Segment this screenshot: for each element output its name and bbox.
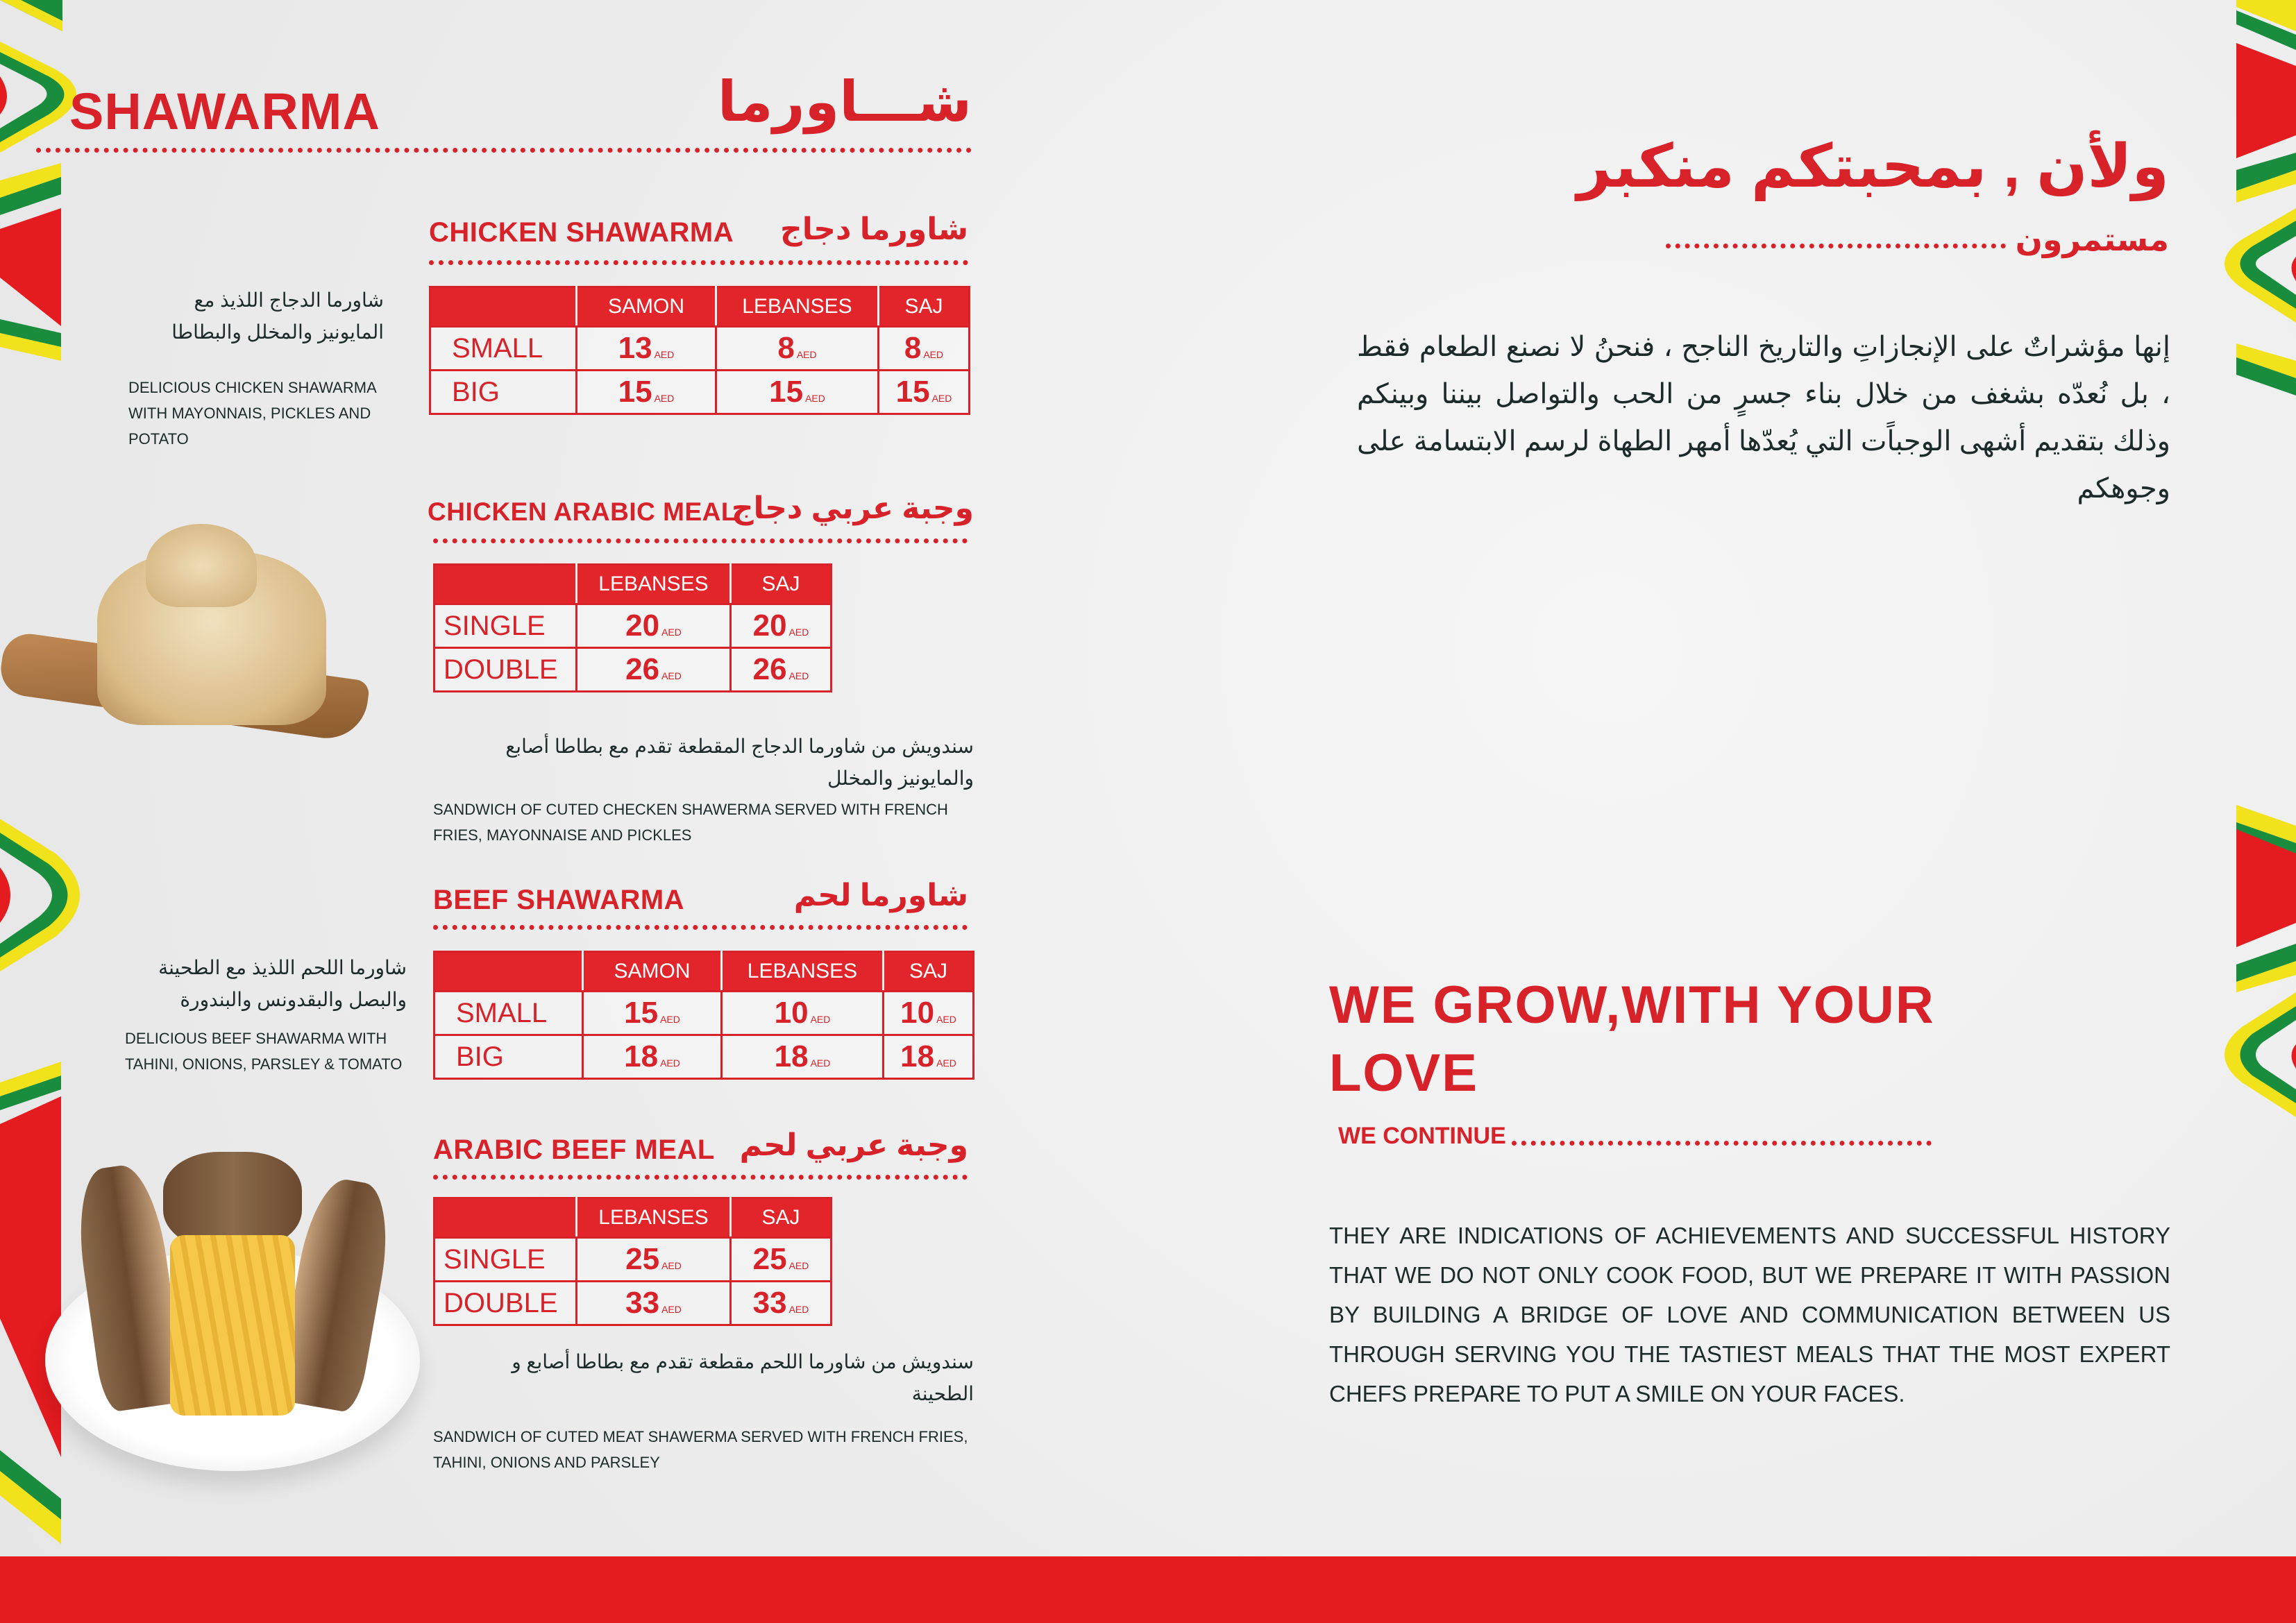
- table-header: LEBANSES: [577, 565, 731, 604]
- right-subtitle-ar: مستمرون: [2015, 221, 2169, 257]
- price-table-arabic-beef-meal: [433, 1197, 832, 1326]
- page-title-ar: شـــاورما: [717, 71, 972, 133]
- currency: AED: [788, 670, 809, 681]
- currency: AED: [661, 1304, 682, 1315]
- currency: AED: [931, 393, 952, 404]
- table-header-empty: [430, 287, 577, 327]
- description-en: SANDWICH OF CUTED MEAT SHAWERMA SERVED WITH FRENCH FRIES, TAHINI, ONIONS AND PARSLEY: [433, 1428, 968, 1471]
- table-header-empty: [434, 1198, 577, 1238]
- currency: AED: [654, 393, 675, 404]
- description-ar: سندويش من شاورما اللحم مقطعة تقدم مع بطاطا أصابع و الطحينة: [512, 1351, 974, 1404]
- price: 20: [625, 609, 660, 643]
- table-row: [430, 371, 970, 414]
- currency: AED: [660, 1014, 680, 1025]
- currency: AED: [936, 1014, 956, 1025]
- row-label: SMALL: [430, 327, 577, 371]
- table-row: [434, 648, 832, 692]
- currency: AED: [923, 349, 944, 360]
- price: 15: [769, 375, 804, 409]
- title-divider: [36, 148, 972, 153]
- table-header: SAMON: [583, 952, 722, 992]
- currency: AED: [810, 1057, 831, 1069]
- section-title-en: ARABIC BEEF MEAL: [433, 1135, 715, 1165]
- section-title-ar: وجبة عربي دجاج: [731, 491, 974, 525]
- right-paragraph-en: THEY ARE INDICATIONS OF ACHIEVEMENTS AND SUCCESSFUL HISTORY THAT WE DO NOT ONLY COOK FOOD, BUT WE PREPARE IT WITH PASSION BY BUILDING A BRIDGE OF LOVE AND COMMUNICATION BETWEEN US THROUGH SERVING YOU THE TASTIEST MEALS THAT THE MOST EXPERT CHEFS PREPARE TO PUT A SMILE ON YOUR FACES.: [1329, 1223, 2170, 1407]
- page-title-en: SHAWARMA: [69, 83, 380, 140]
- section-divider: [433, 1175, 968, 1180]
- chicken-shawarma-image: [0, 524, 389, 760]
- table-row: [434, 604, 832, 648]
- table-header: LEBANSES: [722, 952, 884, 992]
- price: 10: [774, 996, 809, 1030]
- section-title-ar: شاورما لحم: [793, 878, 968, 912]
- section-divider: [433, 538, 968, 543]
- right-paragraph-ar: إنها مؤشراتٌ على الإنجازاتِ والتاريخ الناجح ، فنحنُ لا نصنع الطعام فقط ، بل نُعدّه بشغف من خلال بناء جسرٍ من الحب والتواصل بيننا وبينكم وذلك بتقديم أشهى الوجباًت التي يُعدّها أمهر الطهاة لرسم الابتسامة على وجوهكم: [1357, 332, 2171, 504]
- price: 18: [774, 1039, 809, 1073]
- section-title-ar: شاورما دجاج: [780, 212, 968, 246]
- currency: AED: [788, 1260, 809, 1271]
- currency: AED: [810, 1014, 831, 1025]
- table-row: [434, 992, 974, 1035]
- currency: AED: [661, 670, 682, 681]
- row-label: BIG: [434, 1035, 583, 1079]
- currency: AED: [661, 1260, 682, 1271]
- beef-shawarma-image: [45, 1152, 420, 1471]
- table-row: [430, 327, 970, 371]
- description-en: SANDWICH OF CUTED CHECKEN SHAWERMA SERVED WITH FRENCH FRIES, MAYONNAISE AND PICKLES: [433, 801, 948, 844]
- right-title-en: WE GROW,WITH YOUR LOVE: [1329, 976, 1935, 1103]
- section-title-en: BEEF SHAWARMA: [433, 885, 685, 915]
- currency: AED: [788, 1304, 809, 1315]
- description-ar: شاورما اللحم اللذيذ مع الطحينة والبصل والبقدونس والبندورة: [158, 957, 407, 1010]
- bottom-red-bar: [0, 1556, 2296, 1623]
- right-subtitle-en: WE CONTINUE: [1338, 1123, 1506, 1149]
- description-ar: شاورما الدجاج اللذيذ مع المايونيز والمخلل والبطاطا: [171, 289, 384, 343]
- subtitle-divider: [1666, 244, 2006, 248]
- currency: AED: [654, 349, 675, 360]
- price: 25: [752, 1242, 787, 1276]
- price-table-chicken-arabic-meal: [433, 563, 832, 692]
- table-header: SAJ: [731, 565, 832, 604]
- price: 15: [895, 375, 930, 409]
- table-header-empty: [434, 952, 583, 992]
- price: 13: [618, 331, 652, 365]
- price: 15: [624, 996, 659, 1030]
- row-label: SINGLE: [434, 1238, 577, 1282]
- currency: AED: [661, 627, 682, 638]
- right-title-ar: ولأن , بمحبتكم منكبر: [1576, 133, 2169, 200]
- price: 18: [624, 1039, 659, 1073]
- section-divider: [429, 260, 968, 265]
- table-header: LEBANSES: [577, 1198, 731, 1238]
- section-title-en: CHICKEN ARABIC MEAL: [428, 498, 737, 526]
- right-decorative-border: [2200, 0, 2296, 1556]
- right-subtitle-ar-row: [1666, 221, 2169, 258]
- currency: AED: [805, 393, 825, 404]
- row-label: SINGLE: [434, 604, 577, 648]
- currency: AED: [660, 1057, 680, 1069]
- description-en: DELICIOUS BEEF SHAWARMA WITH TAHINI, ONIONS, PARSLEY & TOMATO: [125, 1030, 403, 1073]
- table-header: SAJ: [884, 952, 974, 992]
- subtitle-divider: [1512, 1141, 1932, 1146]
- section-divider: [433, 925, 968, 930]
- table-header-empty: [434, 565, 577, 604]
- table-header: SAJ: [879, 287, 970, 327]
- table-header: SAJ: [731, 1198, 832, 1238]
- price-table-chicken-shawarma: [429, 286, 970, 415]
- table-row: [434, 1035, 974, 1079]
- currency: AED: [788, 627, 809, 638]
- row-label: SMALL: [434, 992, 583, 1035]
- table-row: [434, 1238, 832, 1282]
- price: 8: [777, 331, 795, 365]
- price: 8: [904, 331, 922, 365]
- row-label: DOUBLE: [434, 648, 577, 692]
- price: 20: [752, 609, 787, 643]
- price: 26: [625, 652, 660, 686]
- table-header: LEBANSES: [716, 287, 879, 327]
- currency: AED: [796, 349, 817, 360]
- price: 33: [625, 1286, 660, 1320]
- price: 33: [752, 1286, 787, 1320]
- section-title-ar: وجبة عربي لحم: [739, 1128, 968, 1162]
- description-ar: سندويش من شاورما الدجاج المقطعة تقدم مع بطاطا أصابع والمايونيز والمخلل: [505, 736, 974, 789]
- fries: [170, 1235, 295, 1416]
- right-subtitle-en-row: [1338, 1123, 1932, 1150]
- price: 18: [900, 1039, 935, 1073]
- price-table-beef-shawarma: [433, 951, 974, 1080]
- table-header: SAMON: [577, 287, 716, 327]
- price: 26: [752, 652, 787, 686]
- price: 25: [625, 1242, 660, 1276]
- table-row: [434, 1282, 832, 1325]
- currency: AED: [936, 1057, 956, 1069]
- price: 15: [618, 375, 652, 409]
- row-label: BIG: [430, 371, 577, 414]
- price: 10: [900, 996, 935, 1030]
- section-title-en: CHICKEN SHAWARMA: [429, 217, 734, 248]
- row-label: DOUBLE: [434, 1282, 577, 1325]
- description-en: DELICIOUS CHICKEN SHAWARMA WITH MAYONNAIS, PICKLES AND POTATO: [128, 379, 377, 448]
